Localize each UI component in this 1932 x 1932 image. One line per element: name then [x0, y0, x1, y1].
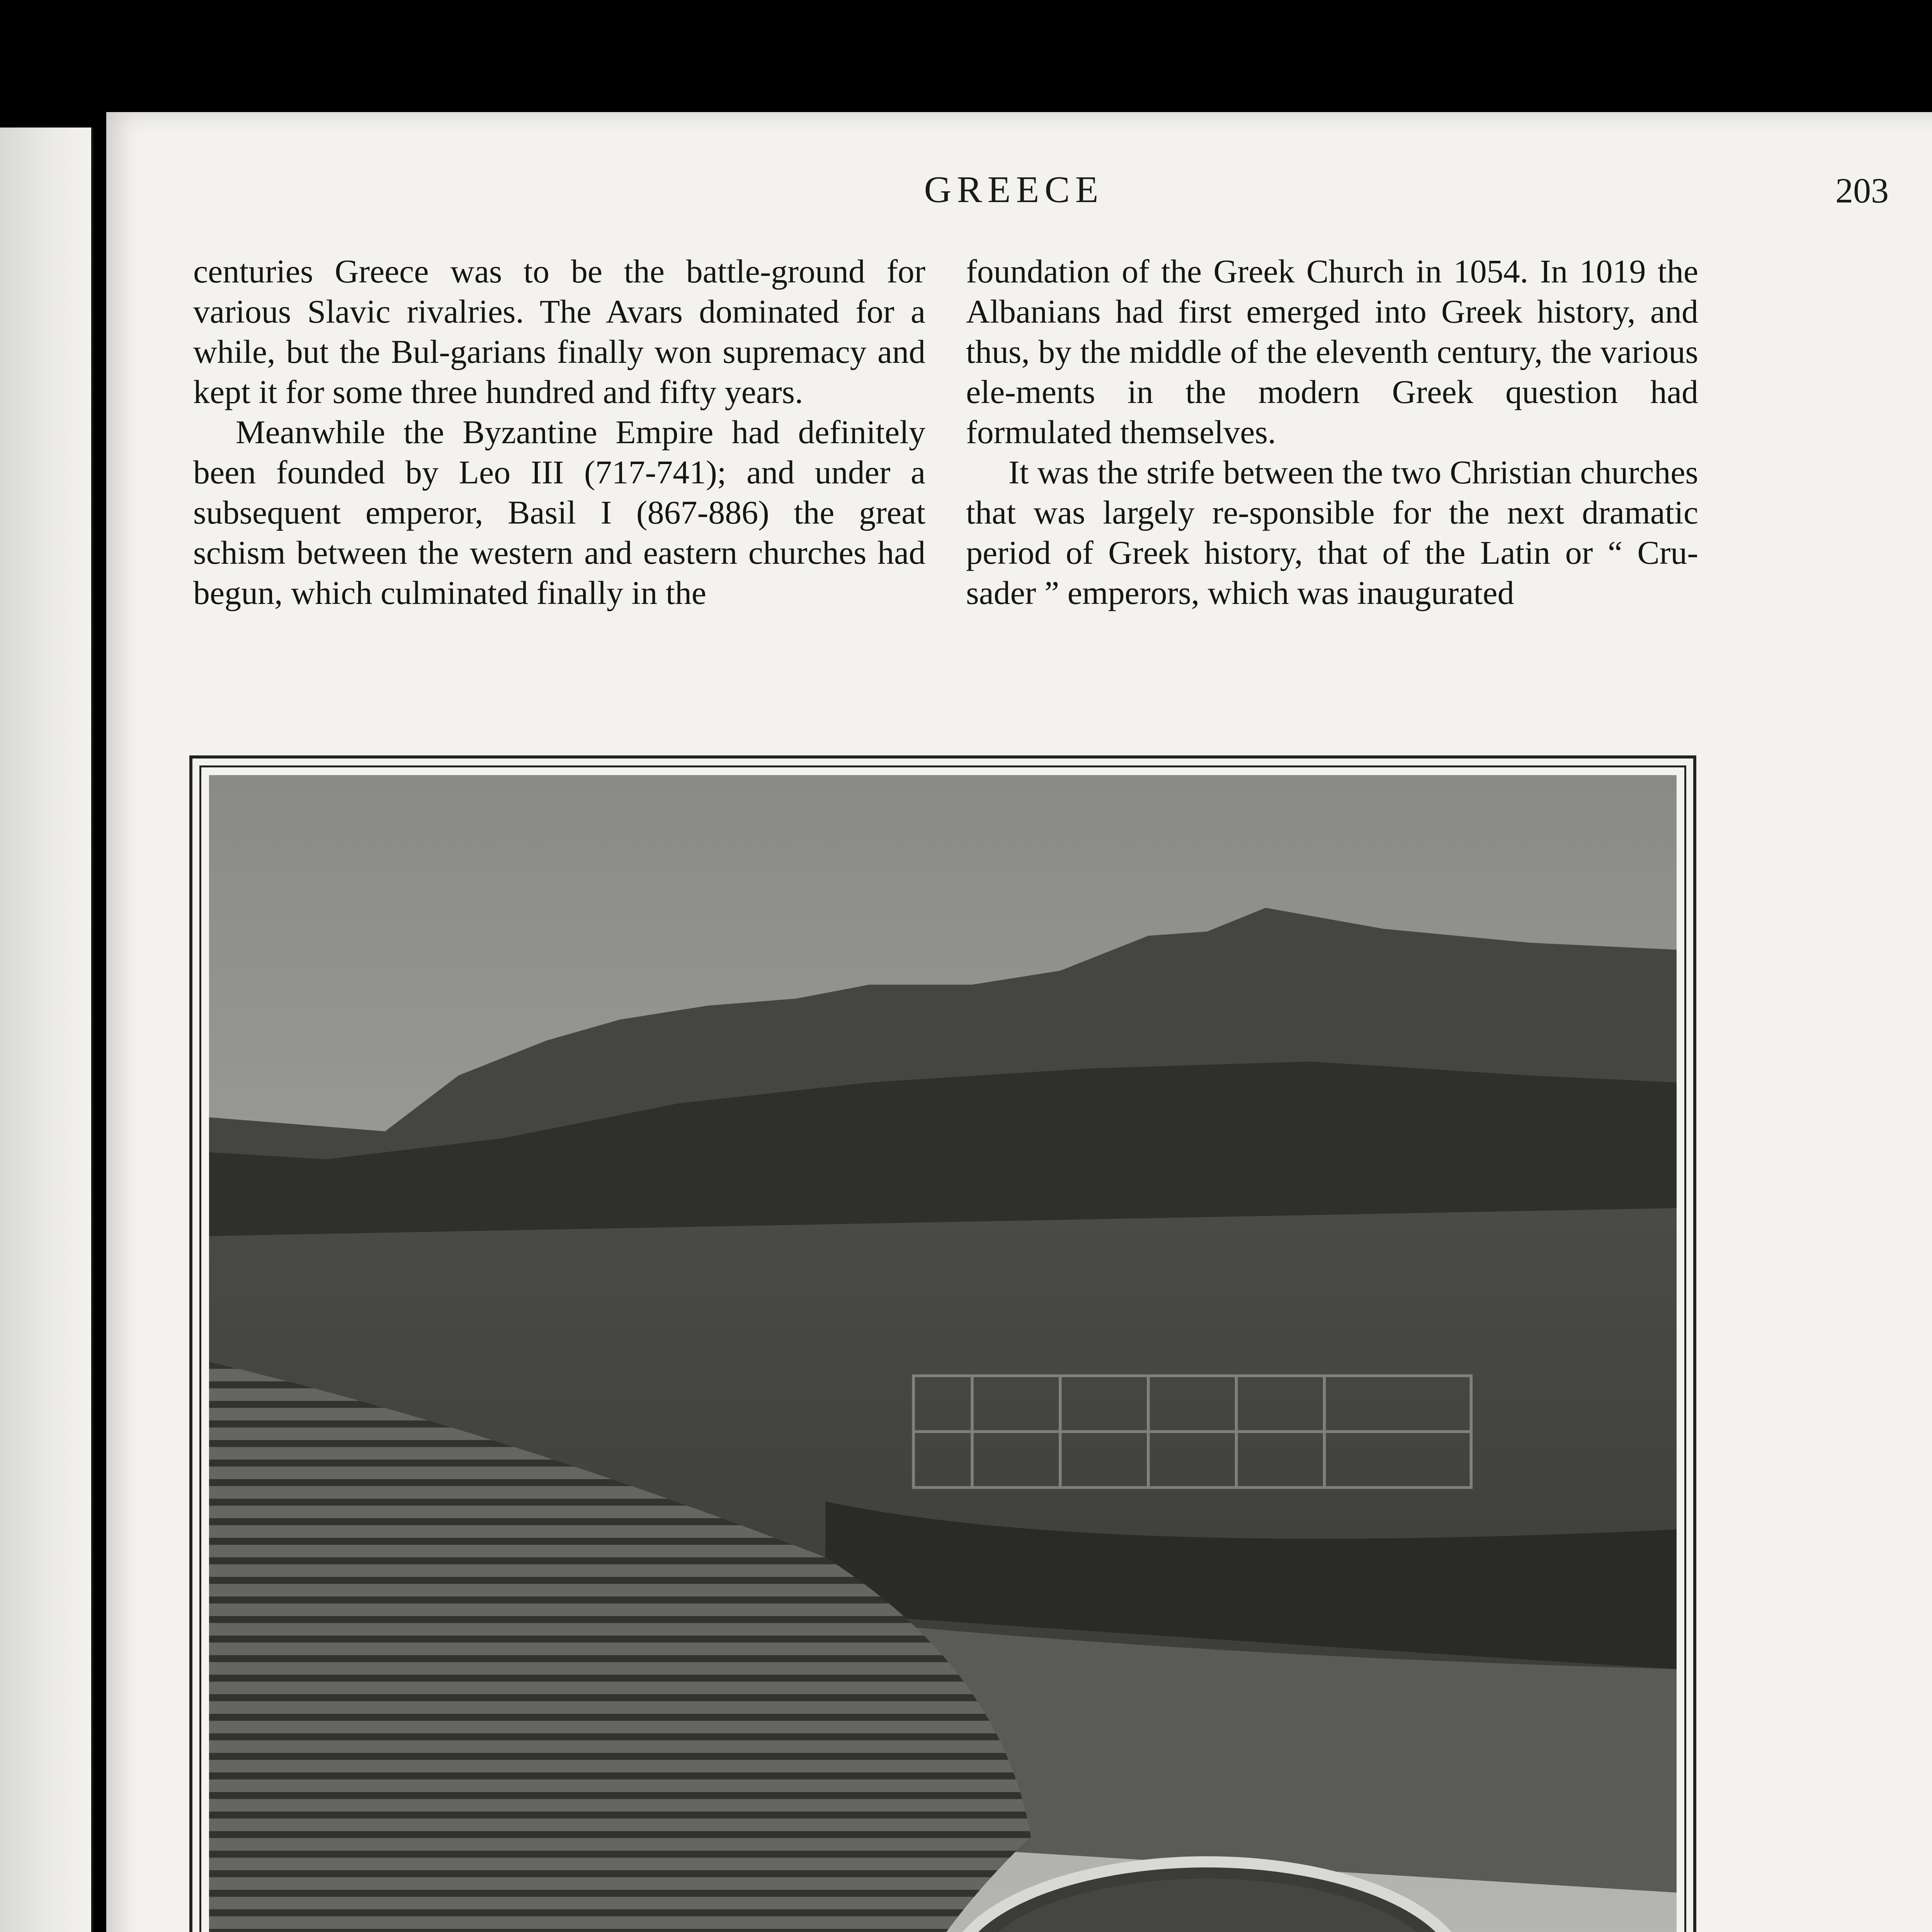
running-head: GREECE	[924, 169, 1104, 211]
facing-page-edge	[0, 128, 94, 1932]
paragraph: foundation of the Greek Church in 1054. In 1019 the Albanians had first emerged into Greek history, and thus, by the middle of the eleventh century, the various ele-ments in the modern Greek question had formulated themselves.	[966, 253, 1698, 451]
paragraph: It was the strife between the two Christian churches that was largely re-sponsible for the next dramatic period of Greek history, that of the Latin or “ Cru-sader ” emperors, which was inaugurated	[966, 454, 1698, 611]
paragraph: centuries Greece was to be the battle-ground for various Slavic rivalries. The Avars dominated for a while, but the Bul-garians finally won supremacy and kept it for some three hundred and fifty years.	[193, 253, 925, 410]
photograph-border	[199, 765, 1686, 1932]
theater-photograph	[209, 775, 1677, 1932]
text-column-left	[193, 251, 925, 613]
paragraph: Meanwhile the Byzantine Empire had definitely been founded by Leo III (717-741); and under a subsequent emperor, Basil I (867-886) the great schism between the western and eastern churches had begun, which culminated finally in the	[193, 413, 925, 611]
text-column-right	[966, 251, 1698, 613]
photograph-frame	[189, 755, 1696, 1932]
page-number: 203	[1835, 171, 1889, 210]
